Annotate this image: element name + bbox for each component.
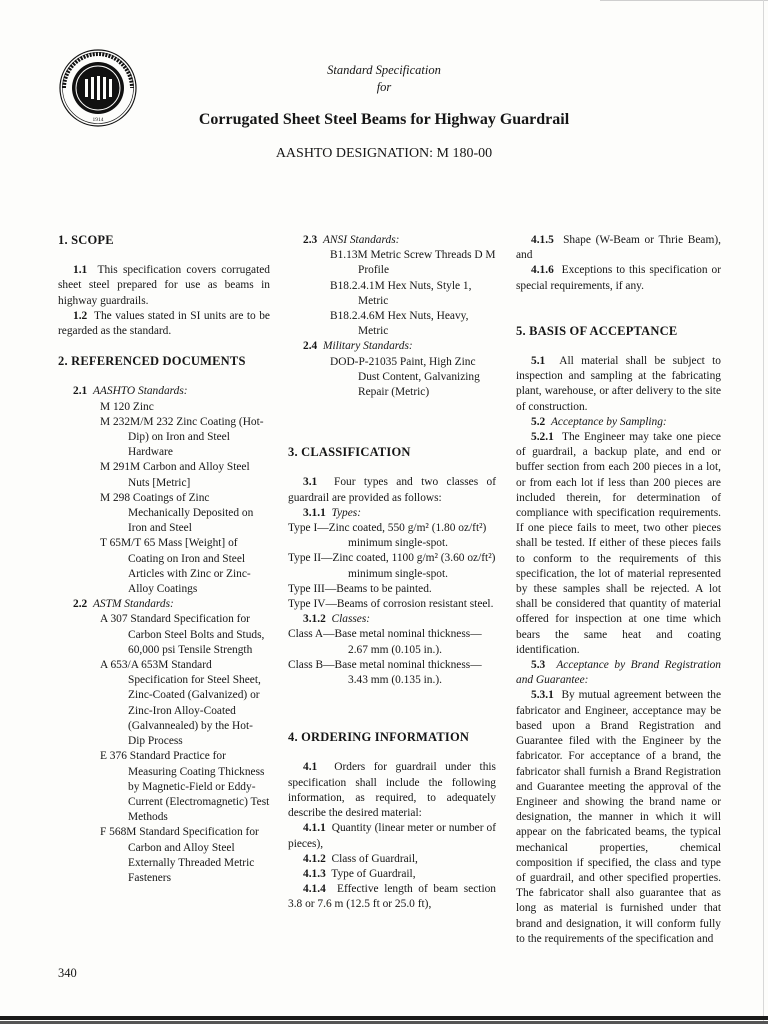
scan-top-line: [600, 0, 768, 1]
paragraph-4-1-2: 4.1.2 Class of Guardrail,: [303, 852, 418, 865]
paragraph-1-2: 1.2 The values stated in SI units are to be regarded as the standard.: [58, 309, 270, 338]
type-i: Type I—Zinc coated, 550 g/m² (1.80 oz/ft²) minimum single-spot.: [288, 522, 487, 550]
page-number: 340: [58, 966, 77, 980]
seal-year: 1914: [92, 117, 104, 123]
paragraph-4-1-6: 4.1.6 Exceptions to this specification or special requirements, if any.: [516, 264, 721, 292]
column-3: [516, 233, 721, 947]
ansi-ref-b1-13m: B1.13M Metric Screw Threads D M Profile: [330, 249, 496, 277]
paragraph-1-1: 1.1 This specification covers corrugated sheet steel prepared for use as beams in highway guardrails.: [58, 264, 270, 307]
paragraph-5-1: 5.1 All material shall be subject to inspection and sampling at the fabricating plant, warehouse, or after delivery to the site of construction.: [516, 355, 721, 413]
paragraph-5-3-1: 5.3.1 By mutual agreement between the fabricator and Engineer, acceptance may be based upon a Brand Registration and Guarantee filed with the Engineer by the fabricator. For acceptance of a brand, the fabricator shall furnish a Brand Registration and Guarantee meeting the approval of the Engineer and showing the brand name or designation, the manner in which it will appear on the fabricated beams, the typical mechanical properties, chemical composition if specified, the class and type of guardrail, and other specified properties. The fabricator shall also guarantee that as long as material is furnished under that brand and designation, it will conform fully to the requirements of the specification and: [516, 689, 721, 945]
aashto-ref-m232: M 232M/M 232 Zinc Coating (Hot-Dip) on Iron and Steel Hardware: [100, 415, 264, 459]
astm-ref-a307: A 307 Standard Specification for Carbon Steel Bolts and Studs, 60,000 psi Tensile Strength: [100, 613, 265, 656]
subsection-5-2: 5.2 Acceptance by Sampling:: [531, 415, 667, 428]
ansi-ref-b18-2-4-6m: B18.2.4.6M Hex Nuts, Heavy, Metric: [330, 310, 469, 338]
section-heading-basis-of-acceptance: 5. BASIS OF ACCEPTANCE: [516, 323, 678, 338]
paragraph-4-1-1: 4.1.1 Quantity (linear meter or number of pieces),: [288, 822, 496, 850]
astm-ref-e376: E 376 Standard Practice for Measuring Coating Thickness by Magnetic-Field or Eddy-Current (Electromagnetic) Test Methods: [100, 750, 270, 824]
subsection-2-4: 2.4 Military Standards:: [303, 340, 413, 353]
section-heading-classification: 3. CLASSIFICATION: [288, 445, 411, 460]
paragraph-4-1-5: 4.1.5 Shape (W-Beam or Thrie Beam), and: [516, 234, 721, 262]
astm-ref-f568m: F 568M Standard Specification for Carbon and Alloy Steel Externally Threaded Metric Fasteners: [100, 826, 259, 884]
class-a: Class A—Base metal nominal thickness—2.67 mm (0.105 in.).: [288, 628, 482, 656]
type-iv: Type IV—Beams of corrosion resistant steel.: [288, 598, 494, 611]
aashto-ref-m291: M 291M Carbon and Alloy Steel Nuts [Metric]: [100, 461, 250, 489]
subsection-3-1-1: 3.1.1 Types:: [303, 506, 362, 519]
paragraph-4-1: 4.1 Orders for guardrail under this specification shall include the following information, as required, to adequately describe the desired material:: [288, 761, 496, 820]
aashto-ref-t65: T 65M/T 65 Mass [Weight] of Coating on Iron and Steel Articles with Zinc or Zinc-Alloy Coatings: [100, 537, 251, 596]
class-b: Class B—Base metal nominal thickness—3.43 mm (0.135 in.).: [288, 658, 482, 687]
military-ref-dod-p-21035: DOD-P-21035 Paint, High Zinc Dust Content, Galvanizing Repair (Metric): [330, 355, 480, 399]
section-heading-scope: 1. SCOPE: [58, 233, 114, 247]
paragraph-4-1-3: 4.1.3 Type of Guardrail,: [303, 867, 416, 880]
subsection-5-3: 5.3 Acceptance by Brand Registration and Guarantee:: [516, 659, 722, 687]
paragraph-5-2-1: 5.2.1 The Engineer may take one piece of guardrail, a backup plate, and end or buffer section from each 200 pieces in a lot, or from each lot if less than 200 pieces are included therein, for determination of compliance with specification requirements. If one piece fails to meet, two other pieces shall be tested. If either of these pieces fails to conform to the requirements of this specification, the lot of material represented by these samples shall be rejected. A lot shall be considered that quantity of material offered for inspection at one time which bears the same heat and coating identification.: [516, 431, 721, 656]
type-iii: Type III—Beams to be painted.: [288, 582, 432, 595]
ansi-ref-b18-2-4-1m: B18.2.4.1M Hex Nuts, Style 1, Metric: [330, 279, 472, 307]
paragraph-3-1: 3.1 Four types and two classes of guardrail are provided as follows:: [288, 476, 497, 504]
column-1: [58, 233, 270, 886]
subsection-3-1-2: 3.1.2 Classes:: [303, 613, 371, 626]
section-heading-ordering-information: 4. ORDERING INFORMATION: [288, 730, 470, 745]
subsection-2-1: 2.1 AASHTO Standards:: [73, 385, 188, 398]
subsection-2-3: 2.3 ANSI Standards:: [303, 234, 400, 246]
standard-spec-label: Standard Specification: [327, 63, 441, 77]
aashto-ref-m298: M 298 Coatings of Zinc Mechanically Deposited on Iron and Steel: [100, 491, 254, 535]
section-heading-referenced-documents: 2. REFERENCED DOCUMENTS: [58, 354, 246, 369]
aashto-ref-m120: M 120 Zinc: [100, 400, 154, 413]
subsection-2-2: 2.2 ASTM Standards:: [73, 598, 174, 611]
scan-bottom-bar: [0, 1016, 768, 1020]
type-ii: Type II—Zinc coated, 1100 g/m² (3.60 oz/ft²) minimum single-spot.: [288, 552, 496, 580]
for-label: for: [376, 80, 392, 94]
astm-ref-a653: A 653/A 653M Standard Specification for Steel Sheet, Zinc-Coated (Galvanized) or Zinc-Iron Alloy-Coated (Galvannealed) by the Hot-Dip Process: [100, 659, 261, 748]
aashto-designation: AASHTO DESIGNATION: M 180-00: [275, 146, 493, 161]
column-2: [288, 233, 496, 913]
document-title: Corrugated Sheet Steel Beams for Highway Guardrail: [198, 111, 570, 128]
paragraph-4-1-4: 4.1.4 Effective length of beam section 3.8 or 7.6 m (12.5 ft or 25.0 ft),: [288, 883, 496, 911]
